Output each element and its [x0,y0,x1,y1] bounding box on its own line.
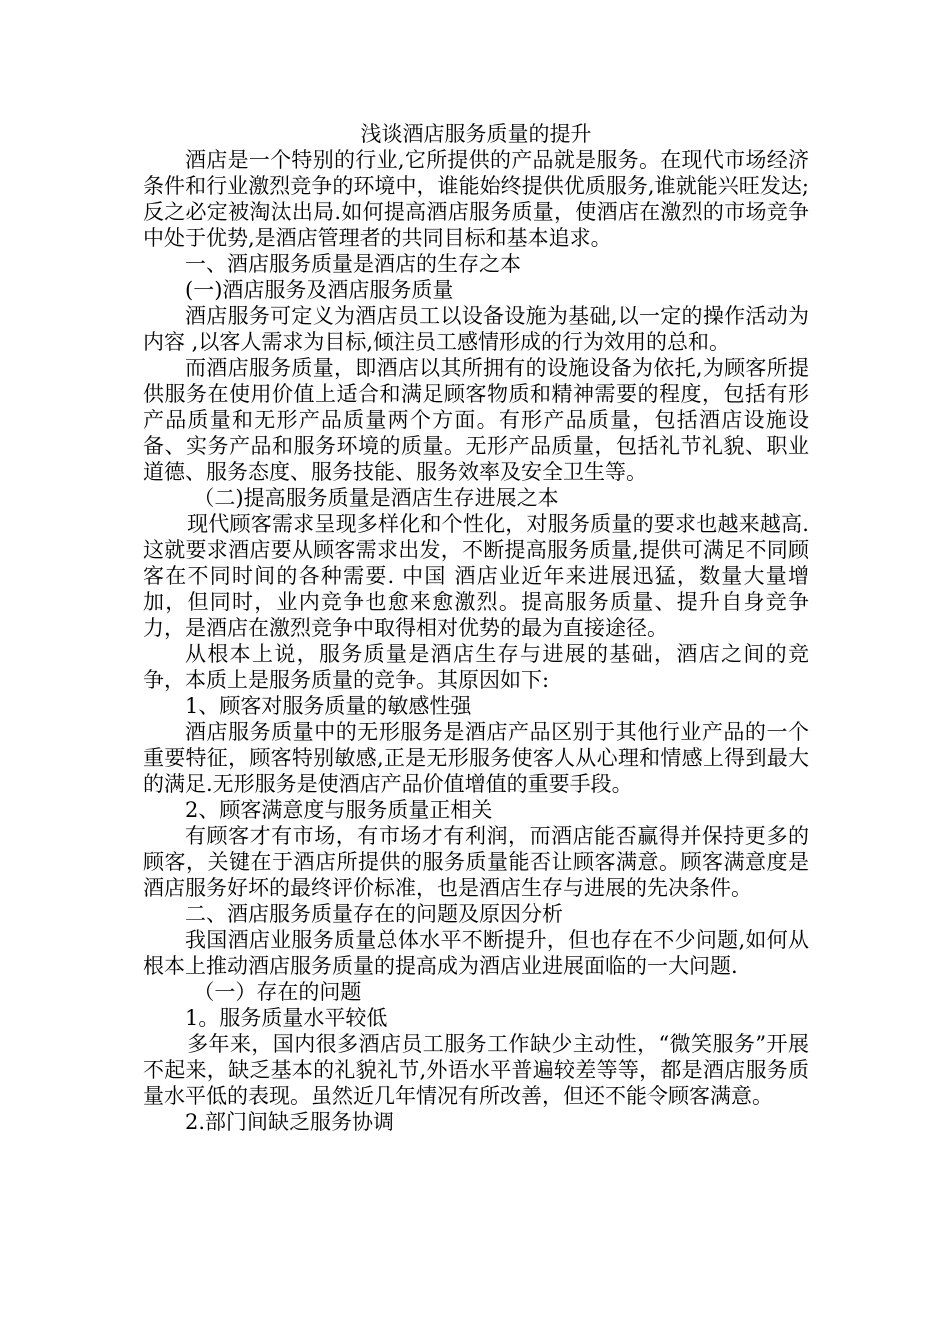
paragraph-intro: 酒店是一个特别的行业,它所提供的产品就是服务。在现代市场经济条件和行业激烈竞争的环境中，谁能始终提供优质服务,谁就能兴旺发达;反之必定被淘汰出局.如何提高酒店服务质量，使酒店在激烈的市场竞争中处于优势,是酒店管理者的共同目标和基本追求。 [143,148,809,250]
subsection-heading-1-1: (一)酒店服务及酒店服务质量 [185,278,454,302]
list-heading-3: 1。服务质量水平较低 [185,1006,388,1030]
section-heading-2: 二、酒店服务质量存在的问题及原因分析 [185,902,563,926]
paragraph-fundamental: 从根本上说，服务质量是酒店生存与进展的基础，酒店之间的竞争，本质上是服务质量的竞争。其原因如下: [143,642,809,692]
paragraph-modern-demand: 现代顾客需求呈现多样化和个性化，对服务质量的要求也越来越高.这就要求酒店要从顾客需求出发，不断提高服务质量,提供可满足不同顾客在不同时间的各种需要. 中国 酒店业近年来进展迅猛，数量大量增加，但同时，业内竞争也愈来愈激烈。提高服务质量、提升自身竞争力，是酒店在激烈竞争中取得相对优势的最为直接途径。 [143,512,809,640]
paragraph-satisfaction: 有顾客才有市场，有市场才有利润，而酒店能否赢得并保持更多的顾客，关键在于酒店所提供的服务质量能否让顾客满意。顾客满意度是酒店服务好坏的最终评价标准，也是酒店生存与进展的先决条件。 [143,824,809,900]
list-heading-2: 2、顾客满意度与服务质量正相关 [185,798,493,822]
list-heading-4: 2.部门间缺乏服务协调 [185,1110,395,1134]
subsection-heading-2-1: （一）存在的问题 [193,980,362,1004]
paragraph-service-definition: 酒店服务可定义为酒店员工以设备设施为基础,以一定的操作活动为内容 ,以客人需求为目标,倾注员工感情形成的行为效用的总和。 [143,304,809,354]
document-page [143,121,809,1135]
section-heading-1: 一、酒店服务质量是酒店的生存之本 [185,252,521,276]
paragraph-service-quality: 而酒店服务质量，即酒店以其所拥有的设施设备为依托,为顾客所提供服务在使用价值上适合和满足顾客物质和精神需要的程度，包括有形产品质量和无形产品质量两个方面。有形产品质量，包括酒店设施设备、实务产品和服务环境的质量。无形产品质量，包括礼节礼貌、职业道德、服务态度、服务技能、服务效率及安全卫生等。 [143,356,809,484]
subsection-heading-1-2: （二)提高服务质量是酒店生存进展之本 [193,486,559,510]
paragraph-intangible: 酒店服务质量中的无形服务是酒店产品区别于其他行业产品的一个重要特征，顾客特别敏感,正是无形服务使客人从心理和情感上得到最大的满足.无形服务是使酒店产品价值增值的重要手段。 [143,720,809,796]
list-heading-1: 1、顾客对服务质量的敏感性强 [185,694,472,718]
paragraph-problems-intro: 我国酒店业服务质量总体水平不断提升，但也存在不少问题,如何从根本上推动酒店服务质量的提高成为酒店业进展面临的一大问题. [143,928,809,978]
paragraph-low-quality: 多年来，国内很多酒店员工服务工作缺少主动性，“微笑服务”开展不起来，缺乏基本的礼貌礼节,外语水平普遍较差等等，都是酒店服务质量水平低的表现。虽然近几年情况有所改善，但还不能令顾客满意。 [143,1032,809,1108]
document-title: 浅谈酒店服务质量的提升 [360,122,592,146]
